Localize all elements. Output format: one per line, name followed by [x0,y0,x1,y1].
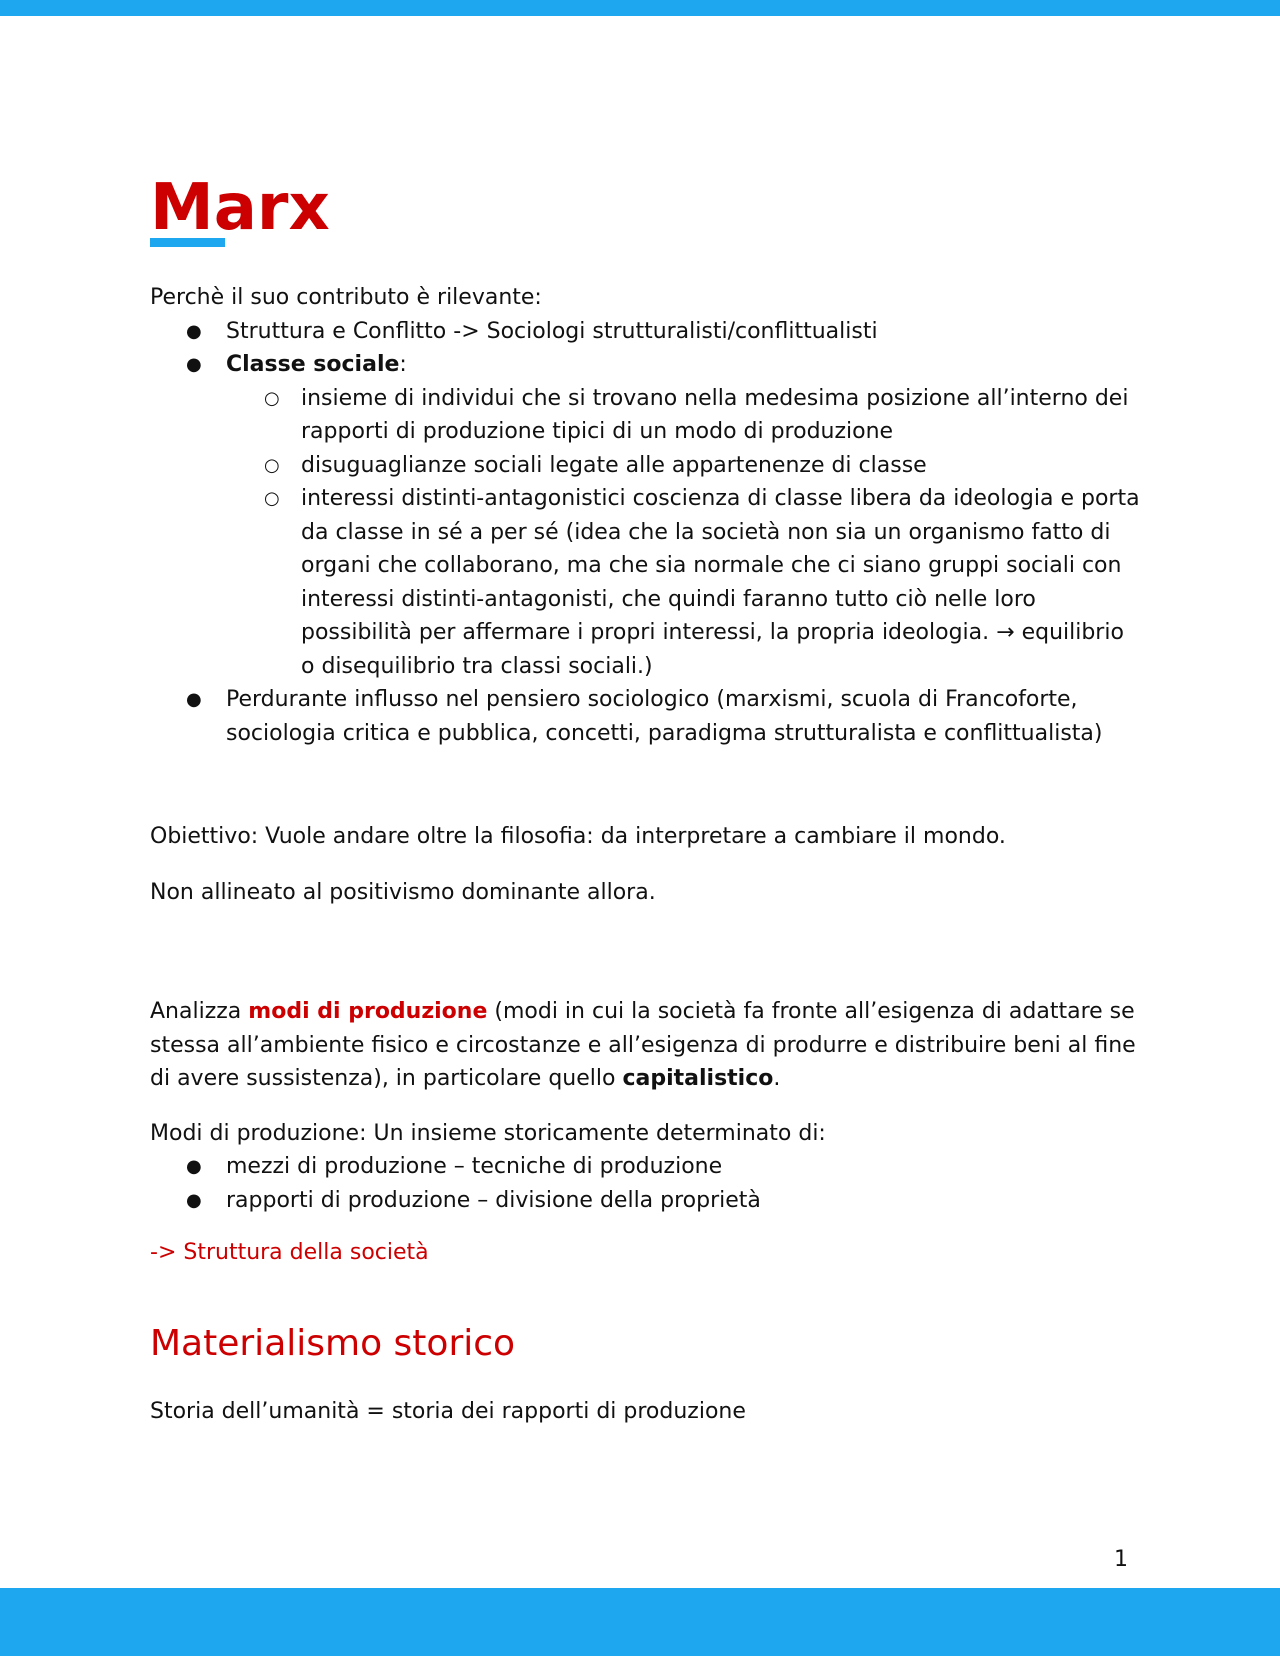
bottom-accent-band [0,1588,1280,1656]
section-heading: Materialismo storico [150,1322,516,1364]
list-item-bold-text: Classe sociale [226,352,400,377]
section-paragraph: Storia dell’umanità = storia dei rapporti di produzione [150,1399,746,1425]
list-item [150,683,1140,750]
list-item-text: Perdurante influsso nel pensiero sociologico (marxismi, scuola di Francoforte, sociologia critica e pubblica, concetti, paradigma strutturalista e conflittualista) [226,687,1103,746]
modes-definition: Modi di produzione: Un insieme storicamente determinato di: [150,1120,826,1146]
contribution-list [150,315,1140,751]
analysis-suffix: . [773,1066,781,1091]
class-sub-list [226,382,1140,684]
list-item: ● rapporti di produzione – divisione della proprietà [150,1184,1140,1218]
sub-list-item: ○ insieme di individui che si trovano nella medesima posizione all’interno dei rapporti di produzione tipici di un modo di produzione [226,382,1140,449]
top-accent-band [0,0,1280,16]
sub-list-item: ○ interessi distinti-antagonistici coscienza di classe libera da ideologia e porta da classe in sé a per sé (idea che la società non sia un organismo fatto di organi che collaborano, ma che sia normale che ci siano gruppi sociali con interessi distinti-antagonisti, che quindi faranno tutto ciò nelle loro possibilità per affermare i propri interessi, la propria ideologia. → equilibrio o disequilibrio tra classi sociali.) [226,482,1140,683]
analysis-prefix: Analizza [150,999,249,1024]
not-aligned-paragraph: Non allineato al positivismo dominante allora. [150,879,656,905]
page-title: Marx [150,171,330,245]
structure-note: -> Struttura della società [150,1240,429,1265]
list-item-text: : [399,352,407,377]
list-item [150,348,1140,683]
analysis-paragraph [150,995,1140,1096]
analysis-bold-end: capitalistico [622,1066,774,1091]
page-number: 1 [1114,1547,1128,1572]
document-body [150,170,1140,1429]
analysis-middle: (modi in cui la società fa fronte all’esigenza di adattare se stessa all’ambiente fisico e circostanze e all’esigenza di produrre e distribuire beni al fine di avere sussistenza), in particolare quello [150,999,1136,1091]
list-item-text: Struttura e Conflitto -> Sociologi strutturalisti/conflittualisti [226,318,878,344]
objective-paragraph: Obiettivo: Vuole andare oltre la filosofia: da interpretare a cambiare il mondo. [150,824,1006,849]
analysis-highlight: modi di produzione [248,999,488,1024]
intro-lead: Perchè il suo contributo è rilevante: [150,285,542,310]
modes-list [150,1150,1140,1217]
list-item [150,315,1140,349]
sub-list-item: ○ disuguaglianze sociali legate alle appartenenze di classe [226,449,1140,483]
list-item: ● mezzi di produzione – tecniche di produzione [150,1150,1140,1184]
